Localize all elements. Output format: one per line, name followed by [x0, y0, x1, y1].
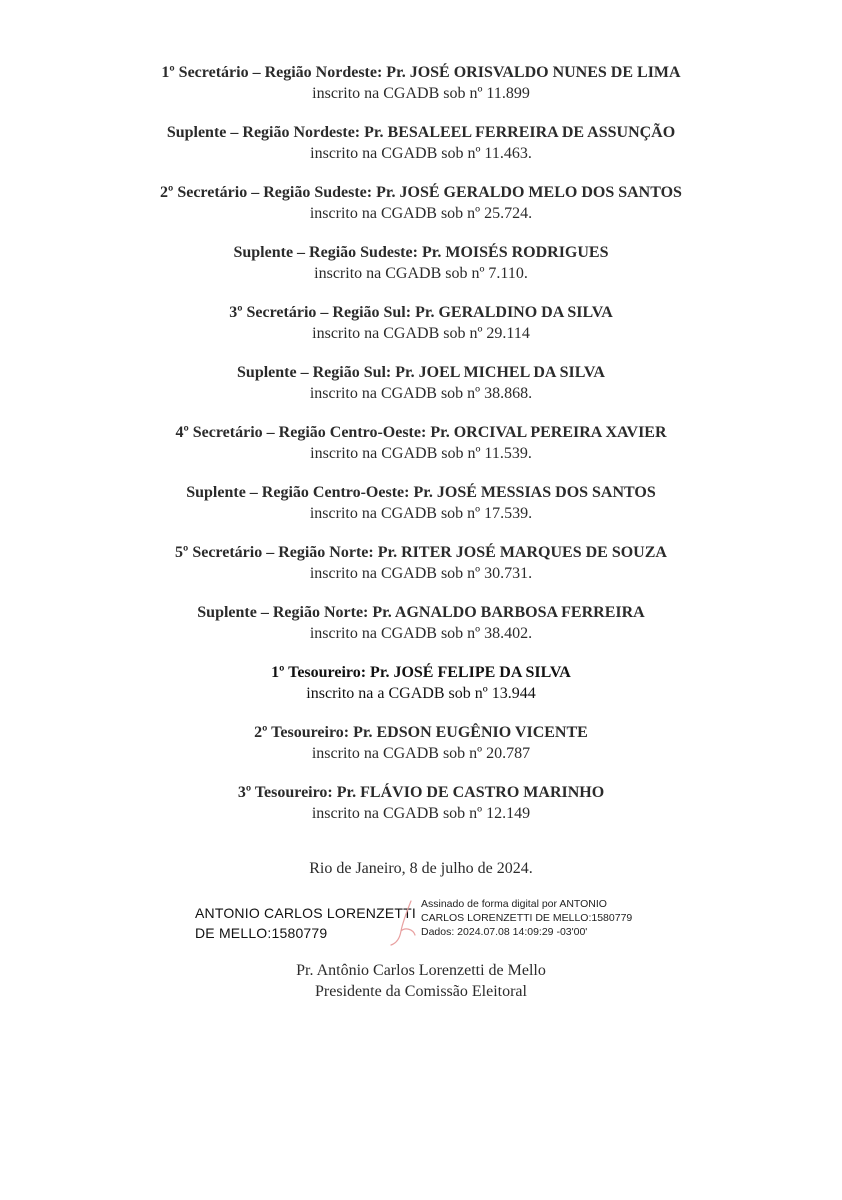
entry-title: 5º Secretário – Região Norte: Pr. RITER JOSÉ MARQUES DE SOUZA — [175, 544, 667, 561]
signature-detail-line-1: Assinado de forma digital por ANTONIO — [421, 898, 607, 910]
entry-title: Suplente – Região Centro-Oeste: Pr. JOSÉ MESSIAS DOS SANTOS — [186, 484, 656, 501]
entry-title: 1º Tesoureiro: Pr. JOSÉ FELIPE DA SILVA — [271, 664, 571, 681]
elected-members-list — [0, 62, 842, 842]
entry-registration: inscrito na CGADB sob nº 38.868. — [309, 385, 533, 402]
entry-1-secretario-nordeste — [0, 62, 842, 122]
entry-title: 3º Tesoureiro: Pr. FLÁVIO DE CASTRO MARINHO — [237, 784, 605, 801]
entry-registration: inscrito na CGADB sob nº 25.724. — [309, 205, 533, 222]
place-and-date: Rio de Janeiro, 8 de julho de 2024. — [309, 860, 533, 877]
entry-suplente-nordeste — [0, 122, 842, 182]
entry-registration: inscrito na CGADB sob nº 29.114 — [312, 325, 530, 342]
entry-registration: inscrito na CGADB sob nº 30.731. — [309, 565, 533, 582]
entry-title: 2º Tesoureiro: Pr. EDSON EUGÊNIO VICENTE — [254, 724, 588, 741]
entry-registration: inscrito na CGADB sob nº 38.402. — [309, 625, 533, 642]
entry-2-secretario-sudeste — [0, 182, 842, 242]
entry-registration: inscrito na CGADB sob nº 11.463. — [310, 145, 532, 162]
entry-registration: inscrito na CGADB sob nº 12.149 — [311, 805, 531, 822]
signatory-block — [0, 960, 842, 1002]
entry-suplente-norte — [0, 602, 842, 662]
entry-4-secretario-centro-oeste — [0, 422, 842, 482]
signature-mark-icon — [385, 897, 425, 947]
entry-registration: inscrito na CGADB sob nº 11.539. — [310, 445, 532, 462]
entry-suplente-sudeste — [0, 242, 842, 302]
entry-title: Suplente – Região Sudeste: Pr. MOISÉS RODRIGUES — [233, 244, 609, 261]
entry-title: 3º Secretário – Região Sul: Pr. GERALDINO DA SILVA — [229, 304, 613, 321]
signature-name-line-2: DE MELLO:1580779 — [195, 925, 328, 941]
entry-title: 1º Secretário – Região Nordeste: Pr. JOSÉ ORISVALDO NUNES DE LIMA — [161, 64, 681, 81]
entry-title: 4º Secretário – Região Centro-Oeste: Pr. ORCIVAL PEREIRA XAVIER — [175, 424, 667, 441]
digital-signature-block — [195, 897, 655, 947]
entry-title: Suplente – Região Nordeste: Pr. BESALEEL FERREIRA DE ASSUNÇÃO — [166, 124, 676, 141]
entry-registration: inscrito na CGADB sob nº 20.787 — [311, 745, 531, 762]
entry-title: Suplente – Região Sul: Pr. JOEL MICHEL DA SILVA — [237, 364, 605, 381]
entry-5-secretario-norte — [0, 542, 842, 602]
entry-suplente-sul — [0, 362, 842, 422]
entry-registration: inscrito na a CGADB sob nº 13.944 — [306, 685, 536, 702]
entry-title: Suplente – Região Norte: Pr. AGNALDO BARBOSA FERREIRA — [197, 604, 645, 621]
signatory-role: Presidente da Comissão Eleitoral — [315, 983, 527, 1000]
entry-3-secretario-sul — [0, 302, 842, 362]
signature-name-line-1: ANTONIO CARLOS LORENZETTI — [195, 905, 416, 921]
signature-detail-line-2: CARLOS LORENZETTI DE MELLO:1580779 — [421, 912, 633, 924]
signature-details — [421, 897, 661, 939]
entry-3-tesoureiro — [0, 782, 842, 842]
signatory-name: Pr. Antônio Carlos Lorenzetti de Mello — [296, 962, 546, 979]
entry-registration: inscrito na CGADB sob nº 17.539. — [309, 505, 533, 522]
entry-registration: inscrito na CGADB sob nº 7.110. — [314, 265, 528, 282]
entry-suplente-centro-oeste — [0, 482, 842, 542]
entry-2-tesoureiro — [0, 722, 842, 782]
entry-registration: inscrito na CGADB sob nº 11.899 — [312, 85, 530, 102]
entry-title: 2º Secretário – Região Sudeste: Pr. JOSÉ GERALDO MELO DOS SANTOS — [160, 184, 682, 201]
signature-detail-line-3: Dados: 2024.07.08 14:09:29 -03'00' — [421, 926, 588, 938]
entry-1-tesoureiro — [0, 662, 842, 722]
